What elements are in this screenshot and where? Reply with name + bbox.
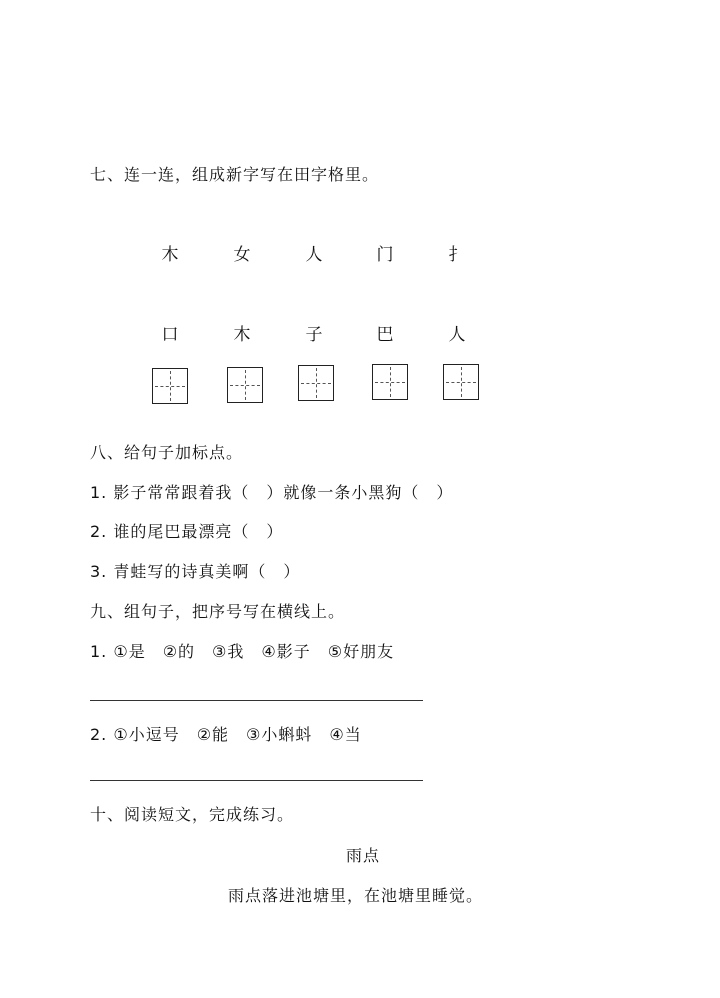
punctuation-item-2: 2. 谁的尾巴最漂亮（ ） — [90, 522, 284, 541]
passage-line-1: 雨点落进池塘里，在池塘里睡觉。 — [228, 886, 484, 905]
bottom-char-2: 木 — [233, 325, 251, 345]
top-char-2: 女 — [233, 245, 251, 265]
tianzi-grid-5[interactable] — [443, 364, 479, 400]
section-7-heading: 七、连一连，组成新字写在田字格里。 — [90, 165, 380, 184]
tianzi-grid-2[interactable] — [227, 367, 263, 403]
top-char-1: 木 — [161, 245, 179, 265]
bottom-char-5: 人 — [448, 325, 466, 345]
punctuation-item-1: 1. 影子常常跟着我（ ）就像一条小黑狗（ ） — [90, 483, 454, 502]
sentence-item-1: 1. ①是 ②的 ③我 ④影子 ⑤好朋友 — [90, 642, 395, 661]
top-char-5: 扌 — [448, 245, 466, 265]
punctuation-item-3: 3. 青蛙写的诗真美啊（ ） — [90, 562, 301, 581]
section-8-heading: 八、给句子加标点。 — [90, 443, 244, 462]
top-char-4: 门 — [376, 245, 394, 265]
top-char-3: 人 — [305, 245, 323, 265]
section-10-heading: 十、阅读短文，完成练习。 — [90, 805, 295, 824]
tianzi-grid-4[interactable] — [372, 364, 408, 400]
tianzi-grid-1[interactable] — [152, 368, 188, 404]
answer-line-1[interactable] — [90, 700, 423, 701]
sentence-item-2: 2. ①小逗号 ②能 ③小蝌蚪 ④当 — [90, 725, 362, 744]
passage-title: 雨点 — [346, 846, 381, 865]
section-9-heading: 九、组句子，把序号写在横线上。 — [90, 602, 346, 621]
bottom-char-3: 子 — [305, 325, 323, 345]
bottom-char-4: 巴 — [376, 325, 394, 345]
bottom-char-1: 口 — [161, 325, 179, 345]
tianzi-grid-3[interactable] — [298, 365, 334, 401]
answer-line-2[interactable] — [90, 780, 423, 781]
